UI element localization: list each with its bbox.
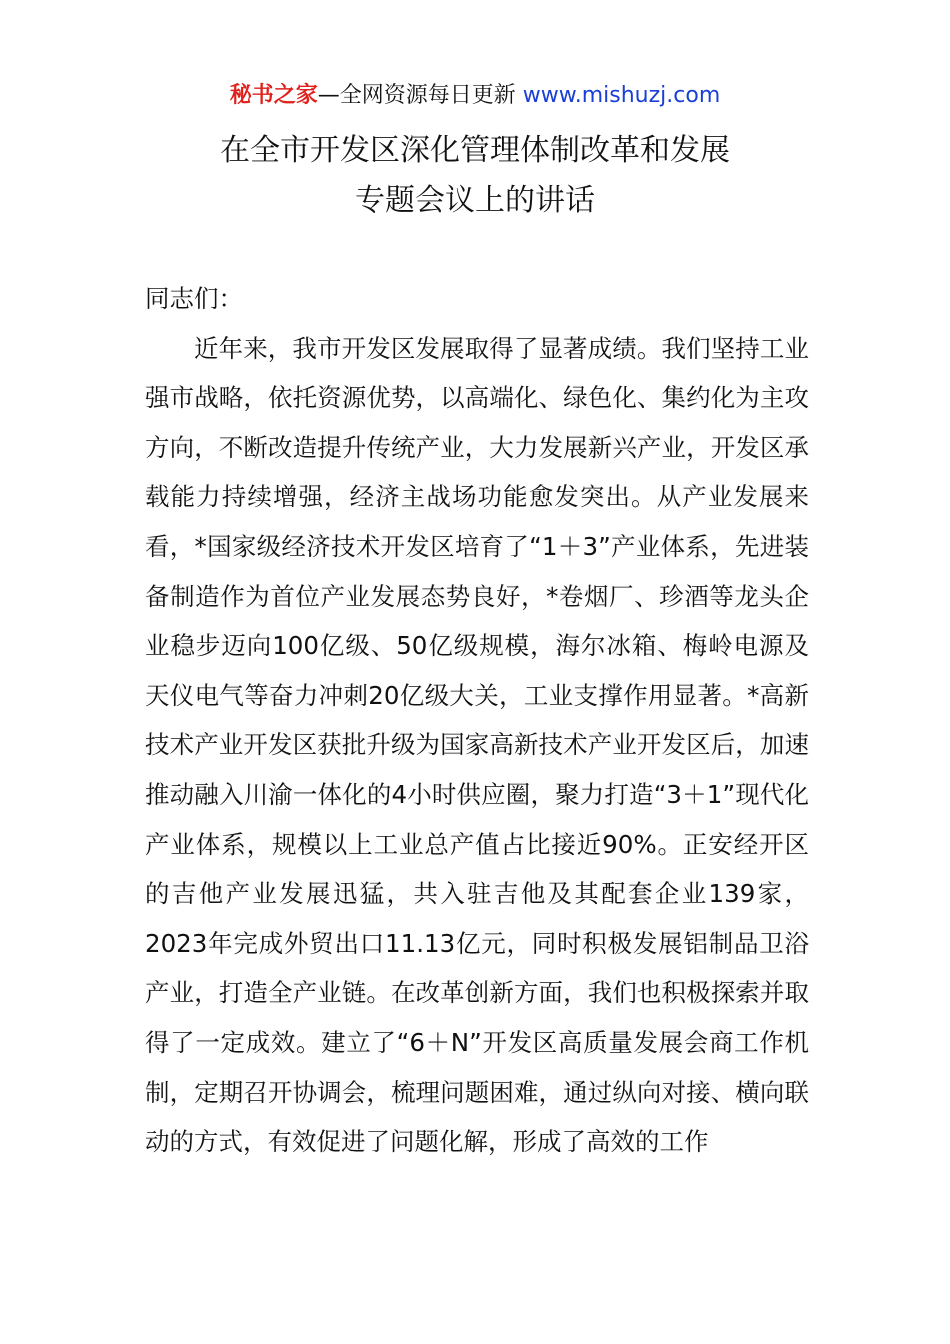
document-title bbox=[0, 126, 950, 226]
salutation: 同志们： bbox=[145, 284, 243, 313]
title-line-1: 在全市开发区深化管理体制改革和发展 bbox=[220, 133, 730, 168]
header-tagline: —全网资源每日更新 bbox=[317, 83, 516, 108]
document-body bbox=[145, 274, 809, 1167]
title-line-2: 专题会议上的讲话 bbox=[355, 183, 595, 218]
body-paragraph: 近年来，我市开发区发展取得了显著成绩。我们坚持工业强市战略，依托资源优势，以高端化、绿色化、集约化为主攻方向，不断改造提升传统产业，大力发展新兴产业，开发区承载能力持续增强，经济主战场功能愈发突出。从产业发展来看，*国家级经济技术开发区培育了“1＋3”产业体系，先进装备制造作为首位产业发展态势良好，*卷烟厂、珍酒等龙头企业稳步迈向100亿级、50亿级规模，海尔冰箱、梅岭电源及天仪电气等奋力冲刺20亿级大关，工业支撑作用显著。*高新技术产业开发区获批升级为国家高新技术产业开发区后，加速推动融入川渝一体化的4小时供应圈，聚力打造“3＋1”现代化产业体系，规模以上工业总产值占比接近90%。正安经开区的吉他产业发展迅猛，共入驻吉他及其配套企业139家，2023年完成外贸出口11.13亿元，同时积极发展铝制品卫浴产业，打造全产业链。在改革创新方面，我们也积极探索并取得了一定成效。建立了“6＋N”开发区高质量发展会商工作机制，定期召开协调会，梳理问题困难，通过纵向对接、横向联动的方式，有效促进了问题化解，形成了高效的工作 bbox=[145, 333, 809, 1157]
brand-name: 秘书之家 bbox=[229, 83, 318, 108]
site-url-link[interactable]: www.mishuzj.com bbox=[522, 83, 721, 108]
site-header bbox=[0, 80, 950, 112]
